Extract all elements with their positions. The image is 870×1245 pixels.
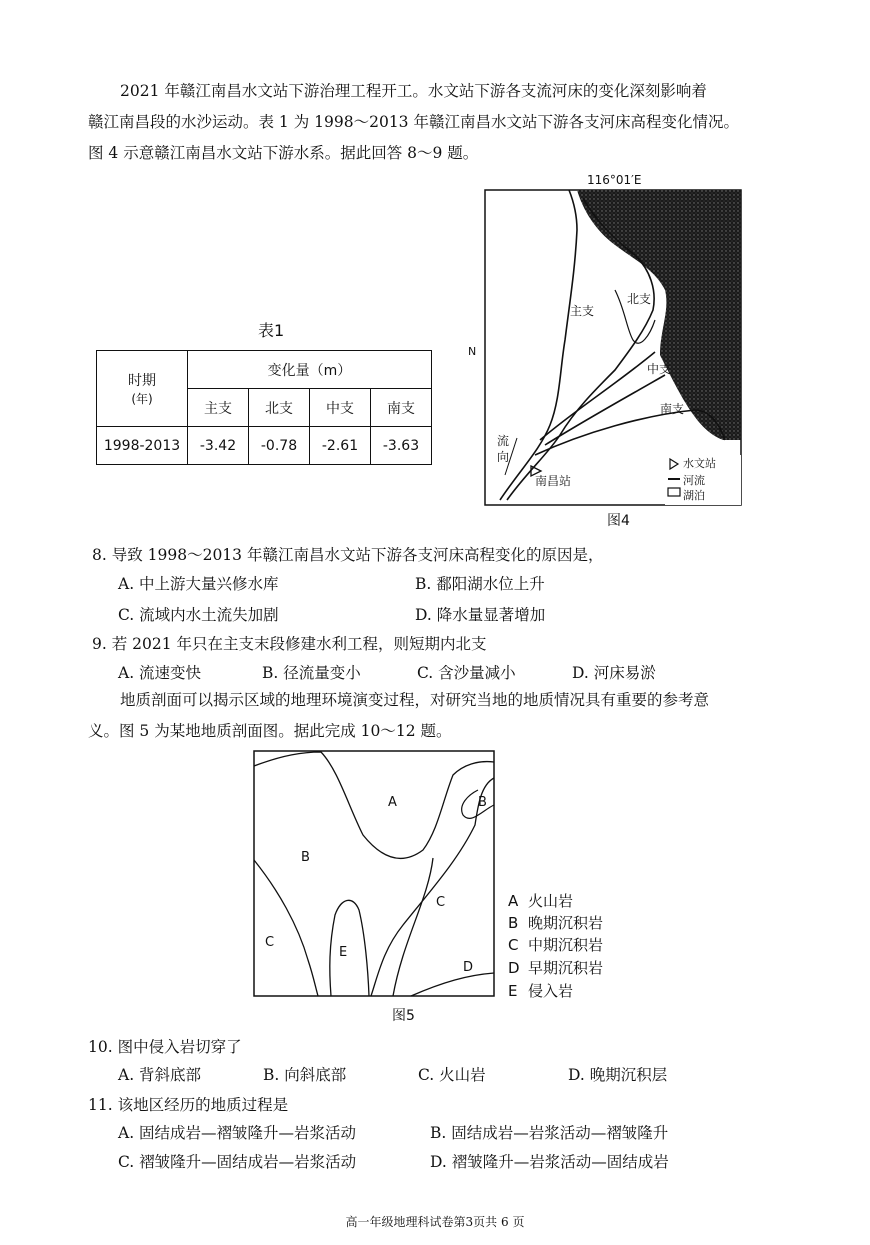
flow-label: 流 xyxy=(497,434,510,448)
legend-text: 早期沉积岩 xyxy=(528,959,604,977)
south-branch-label: 南支 xyxy=(660,402,685,416)
page-footer: 高一年级地理科试卷第3页共 6 页 xyxy=(345,1215,525,1229)
question-10-stem: 10. 图中侵入岩切穿了 xyxy=(88,1038,242,1056)
legend-label: 湖泊 xyxy=(683,489,705,502)
question-11-stem: 11. 该地区经历的地质过程是 xyxy=(88,1096,289,1114)
legend-key: E xyxy=(508,982,518,1000)
option-b: B. 固结成岩—岩浆活动—褶皱隆升 xyxy=(430,1124,669,1142)
option-c: C. 火山岩 xyxy=(418,1066,486,1084)
legend-label: 水文站 xyxy=(683,457,716,470)
option-c: C. 流域内水土流失加剧 xyxy=(118,606,279,624)
legend-key: A xyxy=(508,892,519,910)
main-branch-label: 主支 xyxy=(570,304,595,318)
option-d: D. 褶皱隆升—岩浆活动—固结成岩 xyxy=(430,1153,669,1171)
intro-line: 义。图 5 为某地地质剖面图。据此完成 10～12 题。 xyxy=(88,722,452,740)
legend-key: C xyxy=(508,936,519,954)
table-caption: 表1 xyxy=(258,321,285,340)
legend-key: D xyxy=(508,959,520,977)
period-cell: 1998-2013 xyxy=(97,427,188,465)
column-header: 北支 xyxy=(249,389,310,427)
legend-label: 河流 xyxy=(683,474,705,487)
table-1 xyxy=(96,350,432,465)
section-svg xyxy=(253,750,495,998)
region-label-c: C xyxy=(265,935,275,950)
region-label-d: D xyxy=(463,960,474,975)
north-branch-label: 北支 xyxy=(627,292,652,306)
figure-5-section xyxy=(253,750,495,998)
option-b: B. 向斜底部 xyxy=(263,1066,347,1084)
option-b: B. 鄱阳湖水位上升 xyxy=(415,575,545,593)
figure-4-map xyxy=(465,170,755,515)
option-c: C. 褶皱隆升—固结成岩—岩浆活动 xyxy=(118,1153,357,1171)
region-label-c: C xyxy=(436,895,446,910)
legend-text: 中期沉积岩 xyxy=(528,936,604,954)
option-d: D. 降水量显著增加 xyxy=(415,606,546,624)
north-label: N xyxy=(468,345,477,358)
legend-text: 晚期沉积岩 xyxy=(528,914,604,932)
intro-paragraph-1 xyxy=(88,76,778,169)
option-a: A. 背斜底部 xyxy=(118,1066,202,1084)
section-frame xyxy=(254,751,494,996)
legend-item xyxy=(508,934,603,955)
change-header: 变化量（m） xyxy=(188,351,432,389)
intro-line: 2021 年赣江南昌水文站下游治理工程开工。水文站下游各支流河床的变化深刻影响着 xyxy=(120,82,707,100)
legend-item xyxy=(508,980,573,1001)
intro-line: 赣江南昌段的水沙运动。表 1 为 1998～2013 年赣江南昌水文站下游各支河床高程变化情况。 xyxy=(88,113,739,131)
column-header: 南支 xyxy=(371,389,432,427)
legend-text: 火山岩 xyxy=(528,892,574,910)
question-9-stem: 9. 若 2021 年只在主支末段修建水利工程，则短期内北支 xyxy=(92,635,487,653)
period-unit: (年) xyxy=(131,392,153,406)
value-cell: -3.42 xyxy=(188,427,249,465)
region-label-b: B xyxy=(478,795,487,810)
period-header-cell xyxy=(97,351,188,427)
value-cell: -3.63 xyxy=(371,427,432,465)
legend-item xyxy=(508,957,603,978)
option-b: B. 径流量变小 xyxy=(262,664,361,682)
value-cell: -2.61 xyxy=(310,427,371,465)
region-label-e: E xyxy=(339,945,348,960)
option-a: A. 中上游大量兴修水库 xyxy=(118,575,279,593)
option-a: A. 固结成岩—褶皱隆升—岩浆活动 xyxy=(118,1124,357,1142)
figure-4-caption: 图4 xyxy=(607,513,630,529)
intro-paragraph-2 xyxy=(88,685,778,747)
legend-text: 侵入岩 xyxy=(528,982,574,1000)
legend-item xyxy=(508,890,573,911)
option-c: C. 含沙量减小 xyxy=(417,664,516,682)
period-header: 时期 xyxy=(128,373,156,389)
column-header: 主支 xyxy=(188,389,249,427)
intro-line: 地质剖面可以揭示区域的地理环境演变过程，对研究当地的地质情况具有重要的参考意 xyxy=(120,691,710,709)
question-8-stem: 8. 导致 1998～2013 年赣江南昌水文站下游各支河床高程变化的原因是， xyxy=(92,546,604,564)
middle-branch-label: 中支 xyxy=(647,362,672,376)
legend-item xyxy=(508,912,603,933)
figure-5-caption: 图5 xyxy=(392,1008,415,1024)
flow-label: 向 xyxy=(497,450,510,464)
intro-line: 图 4 示意赣江南昌水文站下游水系。据此回答 8～9 题。 xyxy=(88,144,479,162)
region-label-a: A xyxy=(388,795,397,810)
value-cell: -0.78 xyxy=(249,427,310,465)
region-label-b: B xyxy=(301,850,310,865)
option-a: A. 流速变快 xyxy=(118,664,202,682)
option-d: D. 河床易淤 xyxy=(572,664,656,682)
legend-key: B xyxy=(508,914,519,932)
longitude-label: 116°01′E xyxy=(587,173,642,187)
table-row xyxy=(97,427,432,465)
option-d: D. 晚期沉积层 xyxy=(568,1066,668,1084)
station-label: 南昌站 xyxy=(535,474,572,488)
column-header: 中支 xyxy=(310,389,371,427)
